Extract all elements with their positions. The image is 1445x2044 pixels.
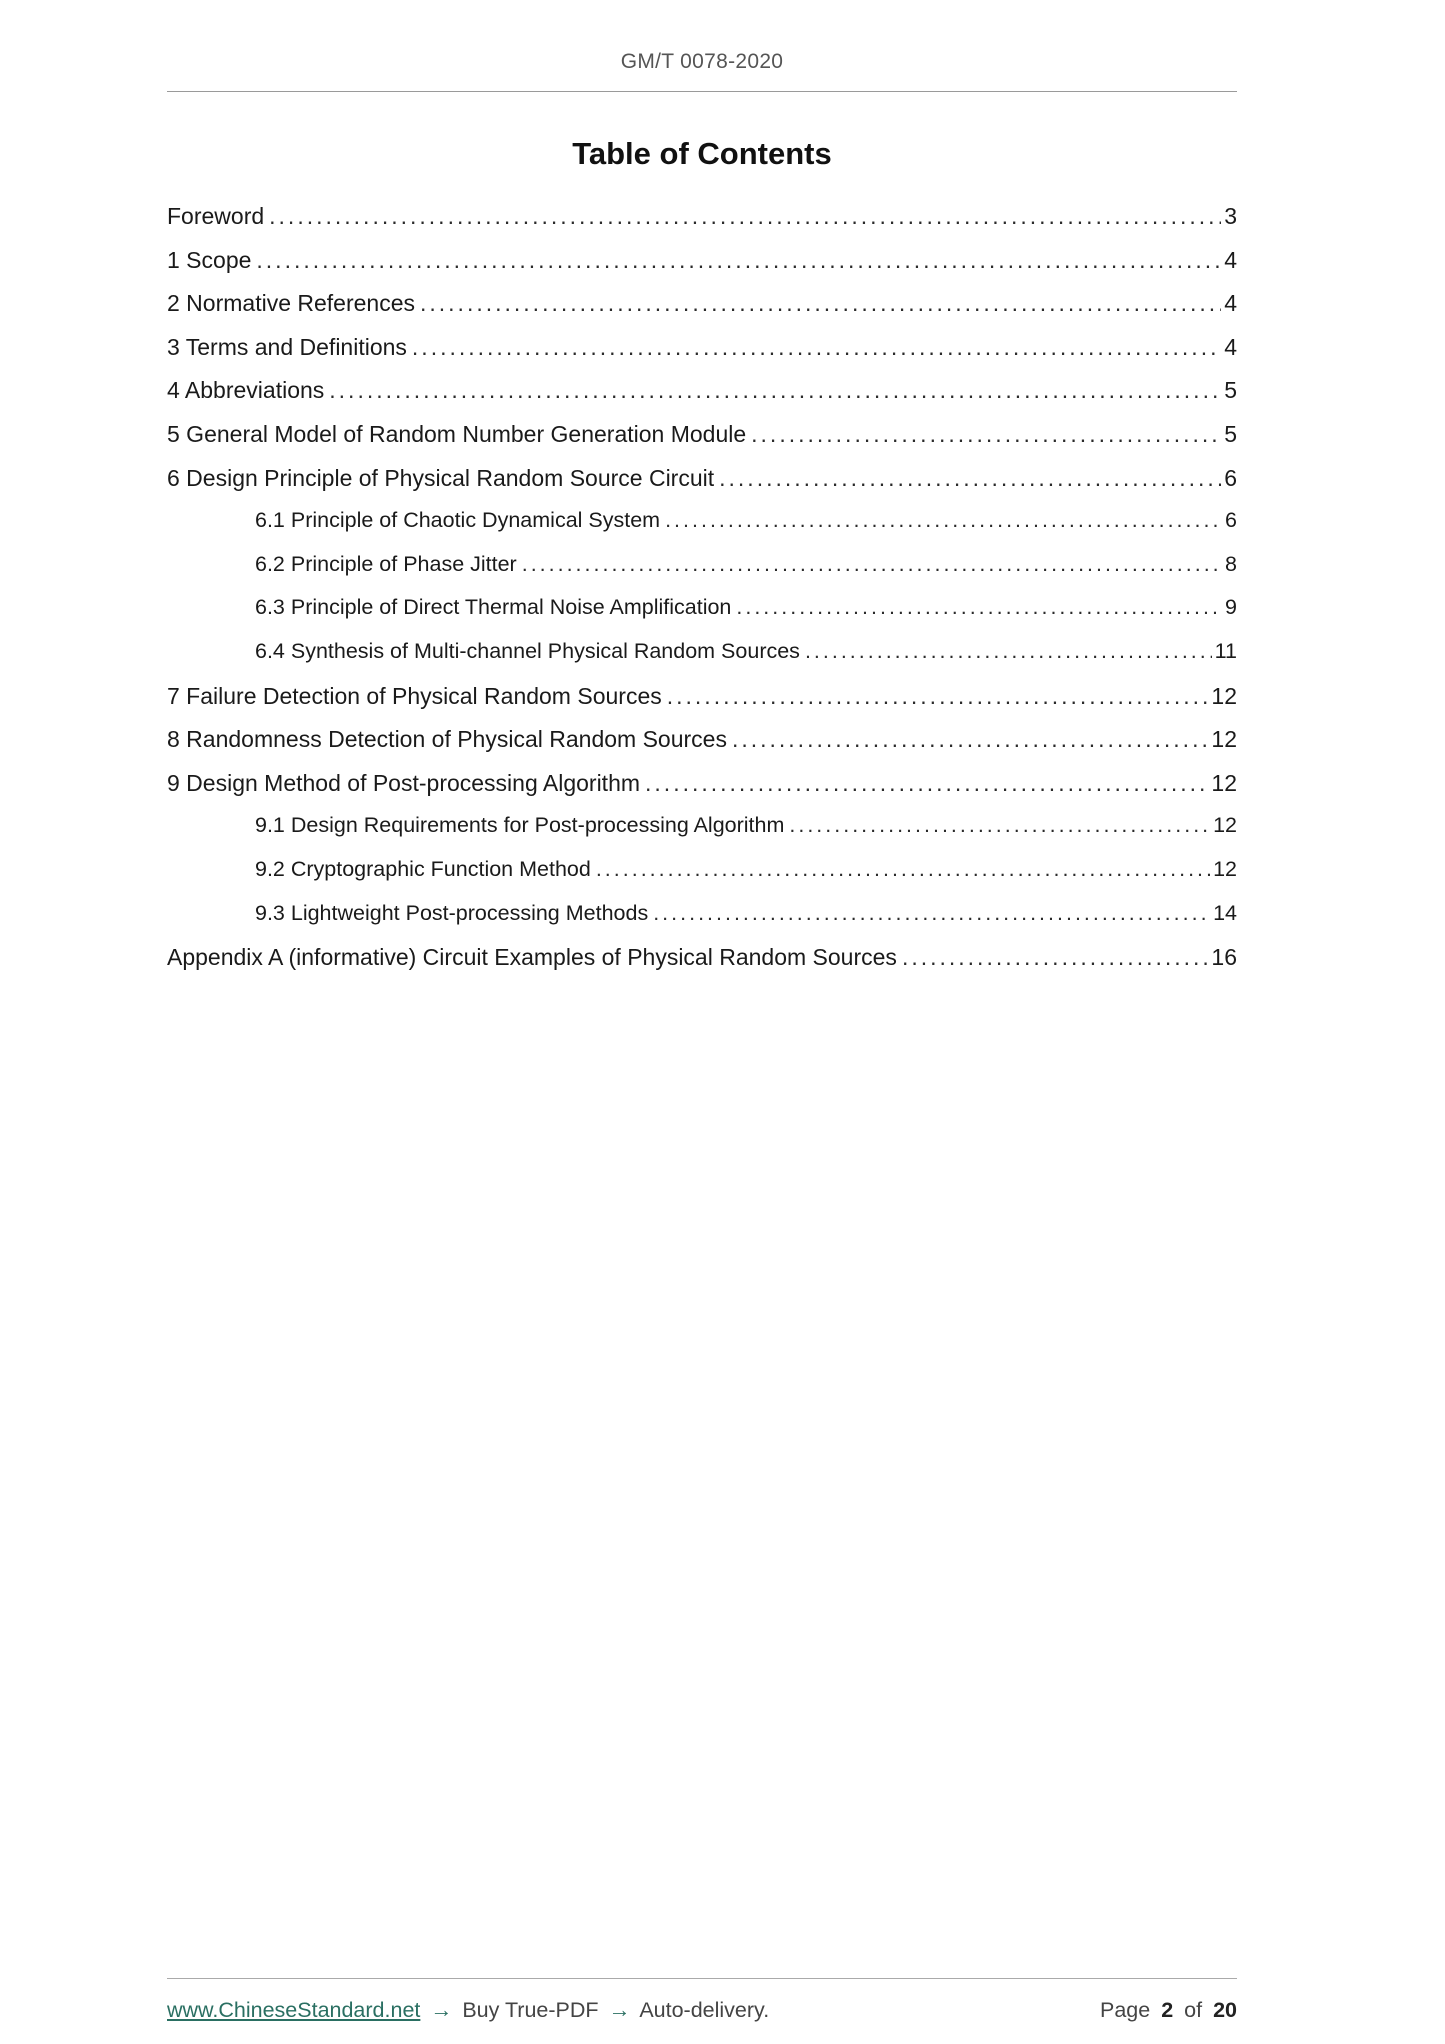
toc-entry-label: 6 Design Principle of Physical Random Source Circuit xyxy=(167,464,715,491)
toc-entry-label: 5 General Model of Random Number Generation Module xyxy=(167,420,747,447)
footer-link[interactable]: www.ChineseStandard.net xyxy=(167,1998,421,2022)
toc-row xyxy=(167,901,1237,945)
leader-dots xyxy=(751,421,1221,448)
footer xyxy=(167,1978,1237,2023)
leader-dots xyxy=(653,901,1210,926)
leader-dots xyxy=(329,377,1221,404)
toc-entry-label: 7 Failure Detection of Physical Random Sources xyxy=(167,682,662,709)
toc-row xyxy=(167,944,1237,988)
footer-text-delivery: Auto-delivery. xyxy=(639,1998,770,2022)
toc-entry-label: 8 Randomness Detection of Physical Random Sources xyxy=(167,726,727,753)
toc-entry-label: 6.4 Synthesis of Multi-channel Physical Random Sources xyxy=(255,638,800,663)
toc-entry-page: 12 xyxy=(1213,813,1237,838)
page-number: 2 xyxy=(1161,1998,1174,2022)
toc-entry-page: 6 xyxy=(1225,508,1237,533)
leader-dots xyxy=(269,203,1221,230)
leader-dots xyxy=(805,639,1212,664)
toc-entry-page: 3 xyxy=(1224,203,1237,229)
page-title: Table of Contents xyxy=(572,136,832,171)
toc-entry-page: 8 xyxy=(1225,551,1237,576)
toc-entry-label: 2 Normative References xyxy=(167,290,415,317)
toc-entry-label: 9.2 Cryptographic Function Method xyxy=(255,856,591,881)
toc-entry-page: 11 xyxy=(1214,638,1237,663)
of-word: of xyxy=(1184,1998,1203,2022)
toc-row xyxy=(167,290,1237,334)
toc-row xyxy=(167,639,1237,683)
arrow-icon: → xyxy=(430,1997,453,2022)
header-divider xyxy=(167,91,1237,92)
toc-list xyxy=(167,203,1237,988)
toc-entry-label: 4 Abbreviations xyxy=(167,377,325,404)
leader-dots xyxy=(667,683,1209,710)
toc-row xyxy=(167,857,1237,901)
toc-entry-page: 4 xyxy=(1224,333,1237,360)
leader-dots xyxy=(789,813,1210,838)
toc-entry-page: 12 xyxy=(1213,856,1237,881)
toc-entry-page: 9 xyxy=(1225,595,1237,620)
footer-divider xyxy=(167,1978,1237,1979)
leader-dots xyxy=(256,247,1221,274)
leader-dots xyxy=(645,770,1208,797)
toc-entry-label: Foreword xyxy=(167,203,265,229)
page-indicator xyxy=(1095,1998,1237,2023)
toc-entry-page: 12 xyxy=(1211,769,1237,796)
leader-dots xyxy=(719,465,1221,492)
toc-entry-label: 6.1 Principle of Chaotic Dynamical System xyxy=(255,508,661,533)
toc-row xyxy=(167,421,1237,465)
toc-row xyxy=(167,334,1237,378)
toc-entry-label: Appendix A (informative) Circuit Examples of Physical Random Sources xyxy=(167,944,897,971)
leader-dots xyxy=(420,290,1221,317)
toc-entry-page: 5 xyxy=(1224,420,1237,447)
toc-entry-label: 9 Design Method of Post-processing Algorithm xyxy=(167,769,641,796)
toc-row xyxy=(167,770,1237,814)
leader-dots xyxy=(596,857,1210,882)
toc-row xyxy=(167,247,1237,291)
toc-entry-page: 4 xyxy=(1224,246,1237,273)
toc-entry-page: 4 xyxy=(1224,290,1237,317)
toc-entry-label: 9.3 Lightweight Post-processing Methods xyxy=(255,900,649,925)
toc-row xyxy=(167,813,1237,857)
toc-entry-page: 6 xyxy=(1224,464,1237,491)
toc-row xyxy=(167,552,1237,596)
leader-dots xyxy=(902,944,1208,971)
page-word: Page xyxy=(1100,1998,1151,2022)
arrow-icon: → xyxy=(608,1997,631,2022)
toc-entry-page: 5 xyxy=(1224,377,1237,404)
toc-row xyxy=(167,726,1237,770)
toc-entry-page: 14 xyxy=(1213,900,1237,925)
toc-row xyxy=(167,508,1237,552)
page-content xyxy=(167,0,1237,988)
toc-row xyxy=(167,465,1237,509)
toc-row xyxy=(167,203,1237,247)
toc-row xyxy=(167,595,1237,639)
leader-dots xyxy=(736,595,1222,620)
footer-text-buy: Buy True-PDF xyxy=(462,1998,599,2022)
toc-entry-label: 9.1 Design Requirements for Post-processing Algorithm xyxy=(255,813,785,838)
toc-entry-page: 12 xyxy=(1211,726,1237,753)
leader-dots xyxy=(732,726,1208,753)
toc-entry-label: 6.2 Principle of Phase Jitter xyxy=(255,551,517,576)
leader-dots xyxy=(522,552,1222,577)
toc-entry-label: 6.3 Principle of Direct Thermal Noise Amplification xyxy=(255,595,732,620)
total-pages: 20 xyxy=(1213,1998,1237,2022)
footer-left xyxy=(167,1997,773,2023)
toc-entry-page: 12 xyxy=(1211,682,1237,709)
toc-row xyxy=(167,683,1237,727)
leader-dots xyxy=(665,508,1222,533)
toc-entry-page: 16 xyxy=(1211,944,1237,971)
header-doc-number: GM/T 0078-2020 xyxy=(620,50,784,73)
toc-entry-label: 3 Terms and Definitions xyxy=(167,333,407,360)
leader-dots xyxy=(412,334,1221,361)
toc-entry-label: 1 Scope xyxy=(167,246,252,273)
toc-row xyxy=(167,377,1237,421)
